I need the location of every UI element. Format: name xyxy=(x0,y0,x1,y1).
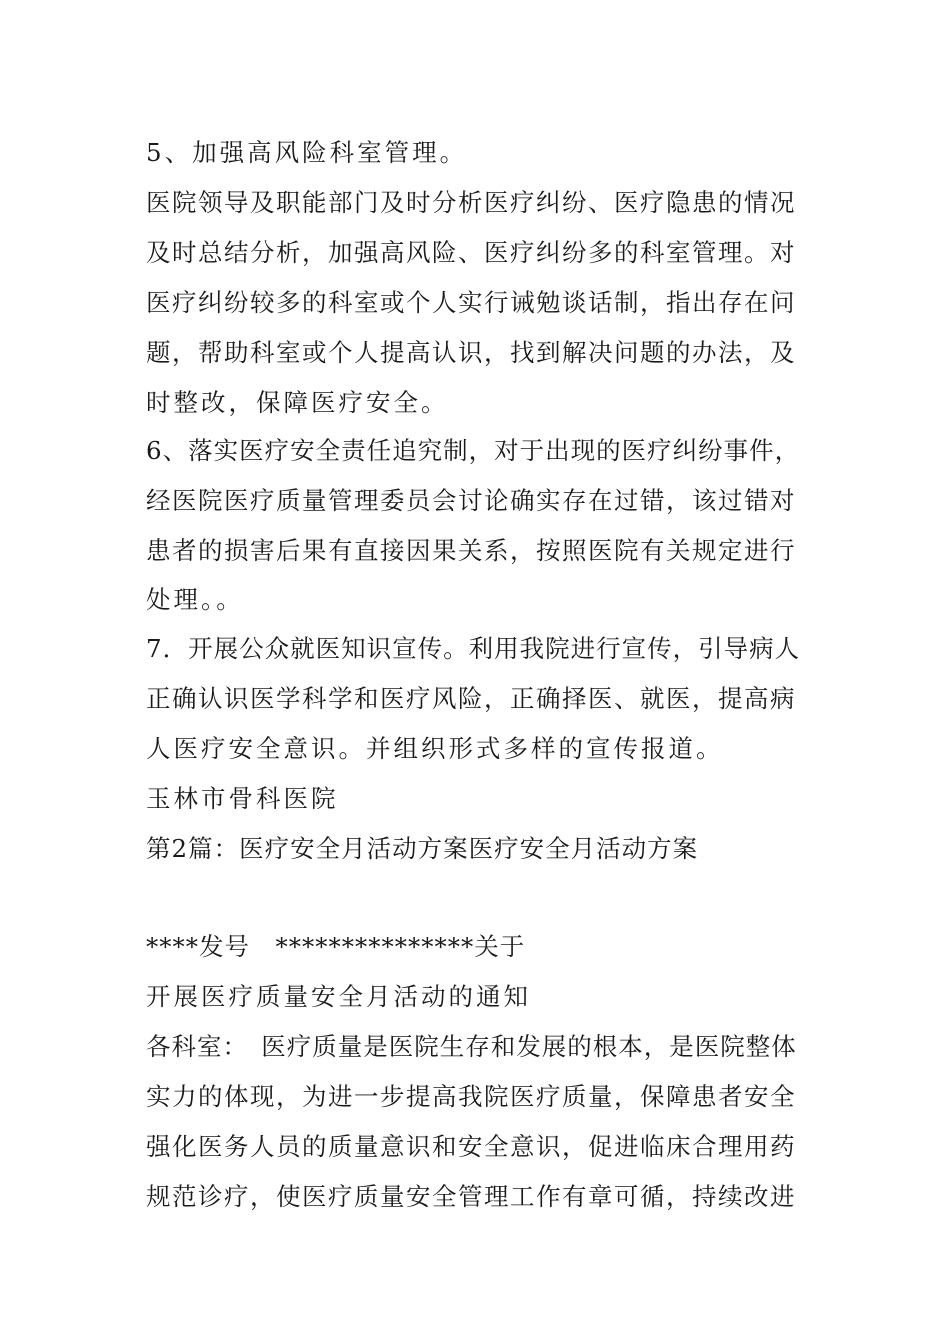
text-line: 实力的体现，为进一步提高我院医疗质量，保障患者安全 xyxy=(146,1082,796,1111)
text-line: 7．开展公众就医知识宣传。利用我院进行宣传，引导病人 xyxy=(146,634,801,663)
organization-name: 玉林市骨科医院 xyxy=(146,784,339,813)
text-line: 医疗纠纷较多的科室或个人实行诫勉谈话制，指出存在问 xyxy=(146,288,796,317)
text-line: 规范诊疗，使医疗质量安全管理工作有章可循，持续改进 xyxy=(146,1182,796,1211)
text-line: 6、落实医疗安全责任追究制，对于出现的医疗纠纷事件， xyxy=(146,436,801,465)
text-line: 强化医务人员的质量意识和安全意识，促进临床合理用药 xyxy=(146,1132,796,1161)
text-line: 经医院医疗质量管理委员会讨论确实存在过错，该过错对 xyxy=(146,486,796,515)
text-line: 时整改，保障医疗安全。 xyxy=(146,388,449,417)
notice-title: 开展医疗质量安全月活动的通知 xyxy=(146,982,531,1011)
text-line: 题，帮助科室或个人提高认识，找到解决问题的办法，及 xyxy=(146,338,796,367)
text-line: 5、加强高风险科室管理。 xyxy=(146,138,468,167)
notice-number-line: ****发号 ***************关于 xyxy=(146,932,526,961)
text-line: 人医疗安全意识。并组织形式多样的宣传报道。 xyxy=(146,734,724,763)
text-line: 患者的损害后果有直接因果关系，按照医院有关规定进行 xyxy=(146,536,796,565)
text-line: 处理。。 xyxy=(146,585,244,614)
section-heading: 第2篇：医疗安全月活动方案医疗安全月活动方案 xyxy=(146,834,699,863)
text-line: 医院领导及职能部门及时分析医疗纠纷、医疗隐患的情况 xyxy=(146,188,796,217)
text-line: 各科室： 医疗质量是医院生存和发展的根本，是医院整体 xyxy=(146,1032,797,1061)
text-line: 正确认识医学科学和医疗风险，正确择医、就医，提高病 xyxy=(146,684,796,713)
text-line: 及时总结分析，加强高风险、医疗纠纷多的科室管理。对 xyxy=(146,238,796,267)
